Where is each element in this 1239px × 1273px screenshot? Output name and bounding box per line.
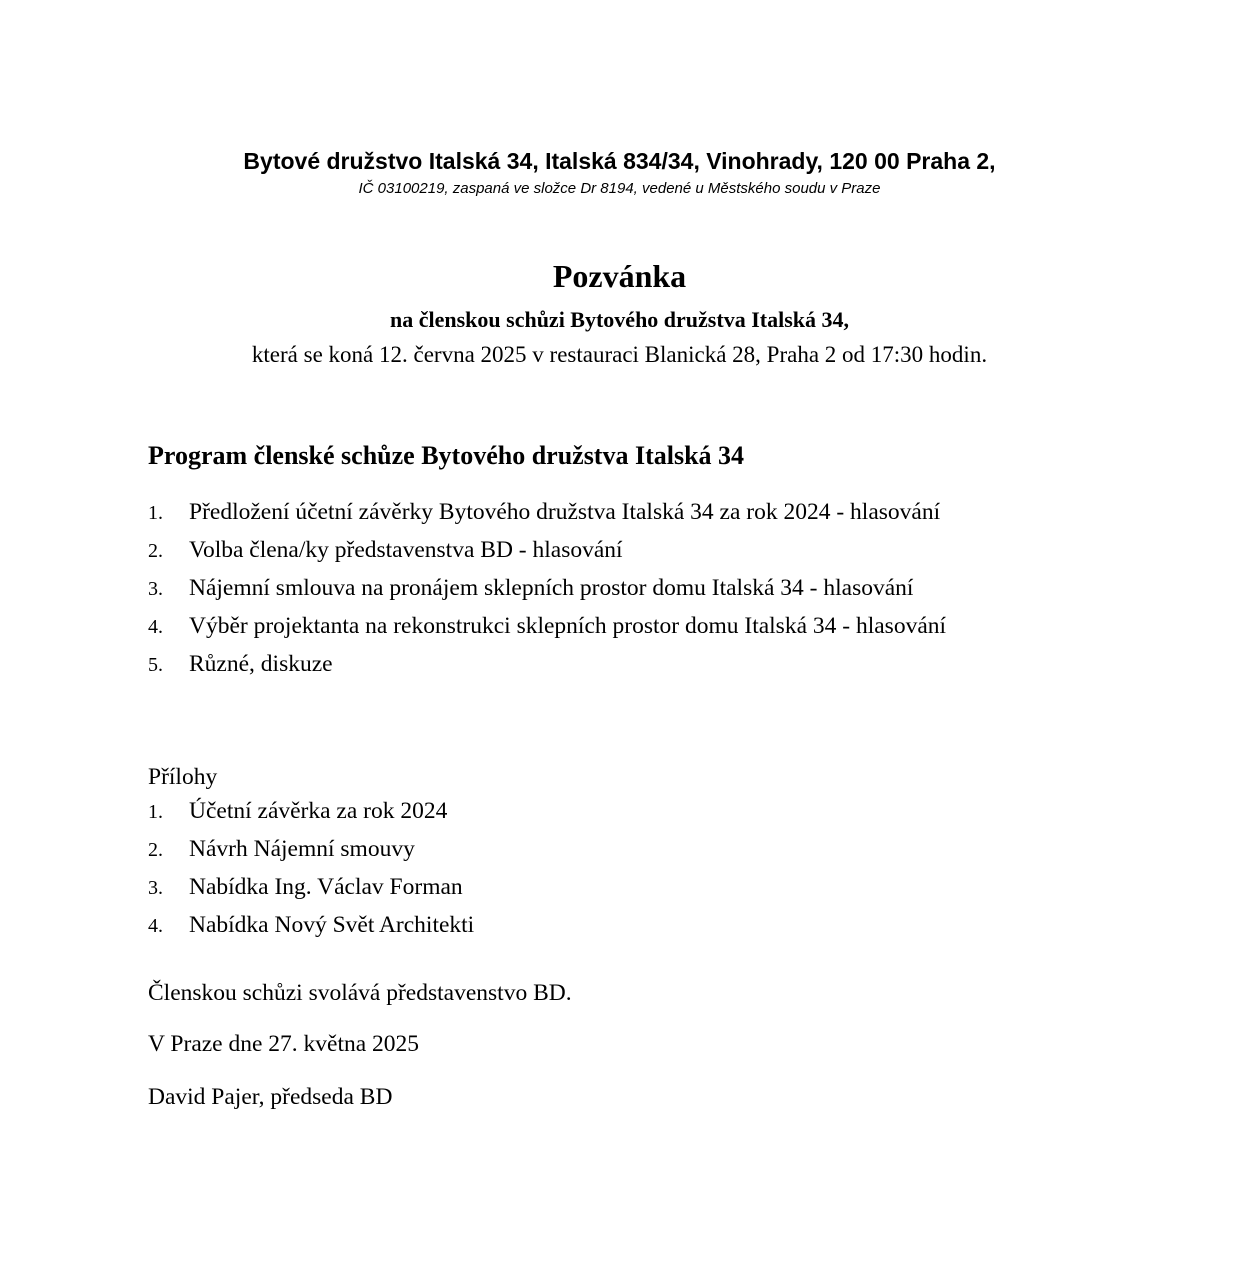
item-number: 1. — [148, 502, 163, 524]
program-item — [148, 608, 1239, 646]
item-text: Nabídka Ing. Václav Forman — [189, 874, 463, 900]
attachments-list — [0, 793, 1239, 945]
program-item — [148, 646, 1239, 684]
document-subtitle: na členskou schůzi Bytového družstva Italská 34, — [389, 307, 849, 332]
item-number: 4. — [148, 616, 163, 638]
program-item — [148, 532, 1239, 570]
item-text: Výběr projektanta na rekonstrukci sklepních prostor domu Italská 34 - hlasování — [189, 613, 947, 639]
item-number: 4. — [148, 915, 163, 937]
item-text: Návrh Nájemní smouvy — [189, 836, 415, 862]
item-text: Předložení účetní závěrky Bytového družstva Italská 34 za rok 2024 - hlasování — [189, 499, 941, 525]
signature: David Pajer, předseda BD — [148, 1084, 393, 1110]
item-number: 2. — [148, 540, 163, 562]
place-date: V Praze dne 27. května 2025 — [148, 1031, 420, 1057]
attachment-item — [148, 793, 1239, 831]
attachment-item — [148, 869, 1239, 907]
item-text: Nabídka Nový Svět Architekti — [189, 912, 475, 938]
attachment-item — [148, 907, 1239, 945]
item-text: Nájemní smlouva na pronájem sklepních prostor domu Italská 34 - hlasování — [189, 575, 914, 601]
program-heading: Program členské schůze Bytového družstva Italská 34 — [148, 441, 745, 470]
item-text: Volba člena/ky představenstva BD - hlasování — [189, 537, 623, 563]
item-text: Různé, diskuze — [189, 651, 333, 677]
attachment-item — [148, 831, 1239, 869]
item-number: 5. — [148, 654, 163, 676]
document-title: Pozvánka — [552, 258, 687, 294]
item-text: Účetní závěrka za rok 2024 — [189, 798, 448, 824]
item-number: 3. — [148, 578, 163, 600]
item-number: 1. — [148, 801, 163, 823]
meeting-details: která se koná 12. června 2025 v restauraci Blanická 28, Praha 2 od 17:30 hodin. — [251, 342, 988, 367]
item-number: 2. — [148, 839, 163, 861]
attachments-heading: Přílohy — [148, 764, 218, 790]
registration-info: IČ 03100219, zaspaná ve složce Dr 8194, vedené u Městského soudu v Praze — [358, 180, 881, 197]
convened-by: Členskou schůzi svolává představenstvo BD. — [148, 980, 572, 1006]
program-list — [0, 494, 1239, 684]
organization-header: Bytové družstvo Italská 34, Italská 834/34, Vinohrady, 120 00 Praha 2, — [243, 148, 996, 174]
program-item — [148, 494, 1239, 532]
item-number: 3. — [148, 877, 163, 899]
program-item — [148, 570, 1239, 608]
